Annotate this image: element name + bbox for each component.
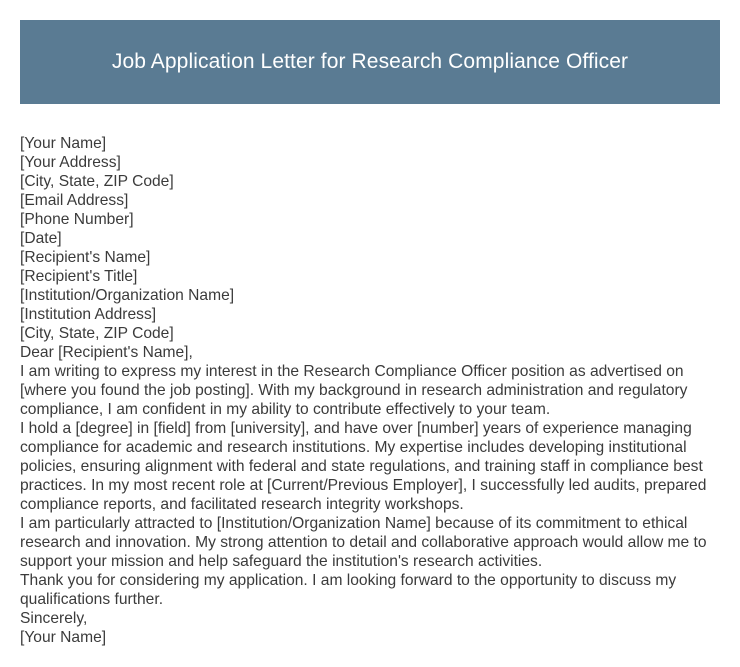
signature: [Your Name]: [20, 629, 107, 646]
sender-email: [Email Address]: [20, 192, 129, 209]
sender-city-state-zip: [City, State, ZIP Code]: [20, 173, 174, 190]
sender-name: [Your Name]: [20, 135, 107, 152]
body-paragraph-experience: I hold a [degree] in [field] from [university], and have over [number] years of experience managing compliance for academic and research institutions. My expertise includes developing institutional policies, ensuring alignment with federal and state regulations, and training staff in compliance best practices. In my most recent role at [Current/Previous Employer], I successfully led audits, prepared compliance reports, and facilitated research integrity workshops.: [20, 420, 707, 513]
page-title: Job Application Letter for Research Compliance Officer: [111, 50, 629, 73]
letter-date: [Date]: [20, 230, 62, 247]
body-paragraph-thanks: Thank you for considering my application. I am looking forward to the opportunity to discuss my qualifications further.: [20, 572, 677, 608]
recipient-title: [Recipient's Title]: [20, 268, 138, 285]
letter-body: [20, 134, 726, 647]
sender-address: [Your Address]: [20, 154, 121, 171]
sender-phone: [Phone Number]: [20, 211, 134, 228]
salutation: Dear [Recipient's Name],: [20, 344, 193, 361]
closing: Sincerely,: [20, 610, 88, 627]
body-paragraph-interest: I am writing to express my interest in the Research Compliance Officer position as advertised on [where you found the job posting]. With my background in research administration and regulatory compliance, I am confident in my ability to contribute effectively to your team.: [20, 363, 688, 418]
recipient-organization: [Institution/Organization Name]: [20, 287, 235, 304]
body-paragraph-motivation: I am particularly attracted to [Institution/Organization Name] because of its commitment to ethical research and innovation. My strong attention to detail and collaborative approach would allow me to support your mission and help safeguard the institution's research activities.: [20, 515, 707, 570]
recipient-address: [Institution Address]: [20, 306, 157, 323]
recipient-name: [Recipient's Name]: [20, 249, 151, 266]
recipient-city-state-zip: [City, State, ZIP Code]: [20, 325, 174, 342]
letter-header-banner: [20, 20, 720, 104]
